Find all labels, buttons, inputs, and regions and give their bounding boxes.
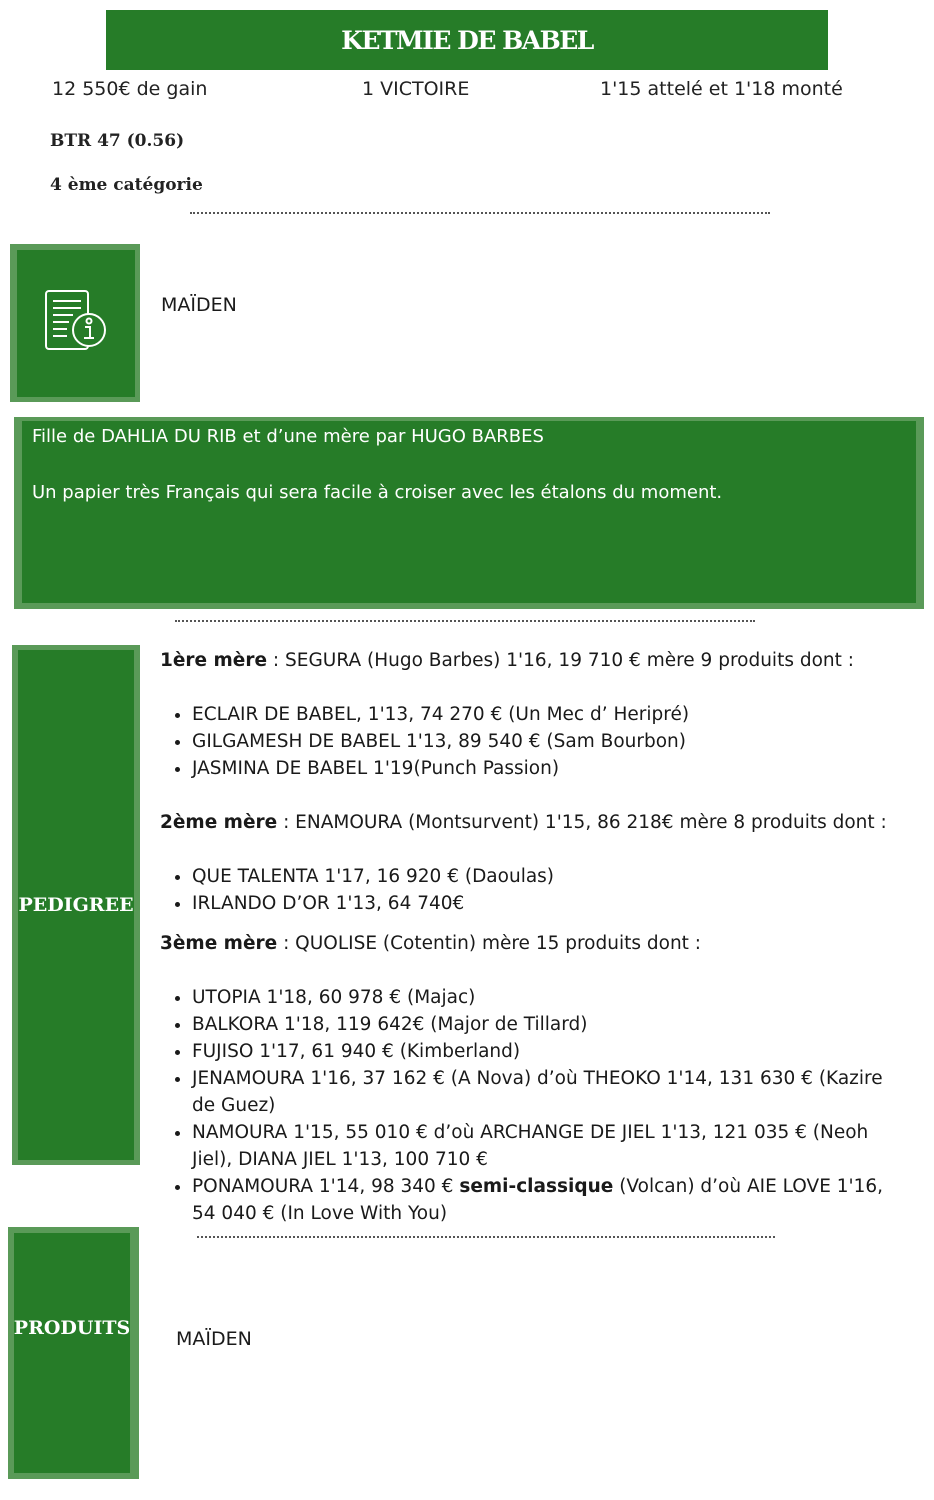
list-item: • IRLANDO D’OR 1'13, 64 740€ (192, 890, 890, 917)
list-item: • FUJISO 1'17, 61 940 € (Kimberland) (192, 1038, 890, 1065)
btr-rating: BTR 47 (0.56) (50, 131, 185, 151)
title-banner (106, 10, 828, 70)
first-mother-line: 1ère mère : SEGURA (Hugo Barbes) 1'16, 19 710 € mère 9 produits dont : (160, 650, 854, 671)
third-mother-line: 3ème mère : QUOLISE (Cotentin) mère 15 produits dont : (160, 933, 702, 954)
second-mother-products (160, 863, 890, 917)
list-item: • NAMOURA 1'15, 55 010 € d’où ARCHANGE DE JIEL 1'13, 121 035 € (Neoh Jiel), DIANA JIEL 1'13, 100 710 € (192, 1119, 890, 1173)
produits-box (14, 1233, 130, 1473)
divider (197, 1236, 775, 1238)
divider (190, 212, 770, 214)
list-item: • BALKORA 1'18, 119 642€ (Major de Tillard) (192, 1011, 890, 1038)
produits-label: PRODUITS (13, 1317, 131, 1339)
victories-stat: 1 VICTOIRE (362, 78, 470, 100)
description-parentage: Fille de DAHLIA DU RIB et d’une mère par HUGO BARBES (32, 426, 544, 447)
divider (175, 620, 755, 622)
list-item: • QUE TALENTA 1'17, 16 920 € (Daoulas) (192, 863, 890, 890)
maiden-status: MAÏDEN (161, 294, 237, 316)
third-mother-products (160, 984, 890, 1227)
pedigree-box (18, 650, 134, 1160)
gains-stat: 12 550€ de gain (52, 78, 208, 100)
list-item: • UTOPIA 1'18, 60 978 € (Majac) (192, 984, 890, 1011)
list-item: • JENAMOURA 1'16, 37 162 € (A Nova) d’où THEOKO 1'14, 131 630 € (Kazire de Guez) (192, 1065, 890, 1119)
list-item: • JASMINA DE BABEL 1'19(Punch Passion) (192, 755, 890, 782)
records-stat: 1'15 attelé et 1'18 monté (600, 78, 843, 100)
first-mother-products (160, 701, 890, 782)
horse-name-title: KETMIE DE BABEL (341, 25, 593, 55)
pedigree-content (160, 647, 890, 1227)
document-info-icon (43, 288, 109, 358)
pedigree-label: PEDIGREE (18, 894, 134, 916)
second-mother-line: 2ème mère : ENAMOURA (Montsurvent) 1'15, 86 218€ mère 8 produits dont : (160, 812, 887, 833)
produits-status: MAÏDEN (176, 1328, 252, 1350)
list-item: • ECLAIR DE BABEL, 1'13, 74 270 € (Un Mec d’ Heripré) (192, 701, 890, 728)
list-item: • PONAMOURA 1'14, 98 340 € semi-classique (Volcan) d’où AIE LOVE 1'16, 54 040 € (In Love With You) (192, 1173, 890, 1227)
category-label: 4 ème catégorie (50, 175, 203, 195)
list-item: • GILGAMESH DE BABEL 1'13, 89 540 € (Sam Bourbon) (192, 728, 890, 755)
info-box (17, 250, 135, 397)
description-comment: Un papier très Français qui sera facile à croiser avec les étalons du moment. (32, 482, 723, 503)
